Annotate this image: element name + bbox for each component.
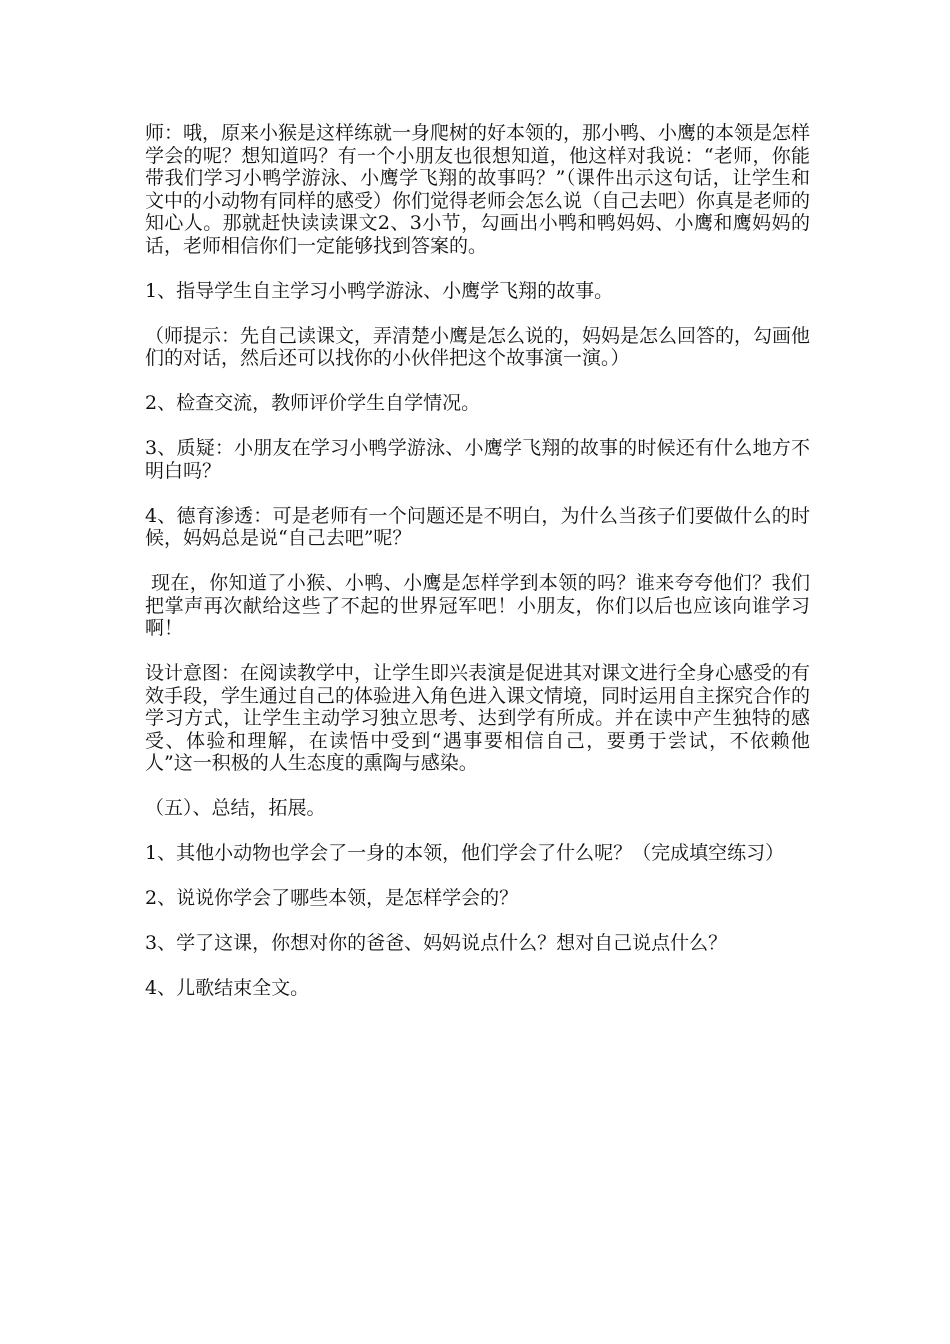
paragraph-extension-1: 1、其他小动物也学会了一身的本领，他们学会了什么呢？（完成填空练习） (145, 842, 785, 864)
paragraph-extension-3: 3、学了这课，你想对你的爸爸、妈妈说点什么？想对自己说点什么？ (145, 932, 728, 954)
section-heading-summary: （五）、总结，拓展。 (145, 797, 326, 819)
paragraph-step-3: 3、质疑：小朋友在学习小鸭学游泳、小鹰学飞翔的故事的时候还有什么地方不明白吗？ (145, 437, 810, 482)
paragraph-teacher-intro: 师：哦，原来小猴是这样练就一身爬树的好本领的，那小鸭、小鹰的本领是怎样学会的呢？想知道吗？有一个小朋友也很想知道，他这样对我说：“老师，你能带我们学习小鸭学游泳、小鹰学飞翔的故事吗？”（课件出示这句话，让学生和文中的小动物有同样的感受）你们觉得老师会怎么说（自己去吧）你真是老师的知心人。那就赶快读读课文2、3小节，勾画出小鸭和鸭妈妈、小鹰和鹰妈妈的话，老师相信你们一定能够找到答案的。 (145, 122, 811, 257)
paragraph-step-1: 1、指导学生自主学习小鸭学游泳、小鹰学飞翔的故事。 (145, 279, 614, 302)
paragraph-summary-question: 现在，你知道了小猴、小鸭、小鹰是怎样学到本领的吗？谁来夸夸他们？我们把掌声再次献给这些了不起的世界冠军吧！小朋友，你们以后也应该向谁学习啊！ (145, 572, 810, 639)
document-body (145, 122, 810, 1022)
paragraph-extension-2: 2、说说你学会了哪些本领，是怎样学会的？ (145, 887, 519, 909)
paragraph-step-4: 4、德育渗透：可是老师有一个问题还是不明白，为什么当孩子们要做什么的时候，妈妈总是说“自己去吧”呢？ (145, 504, 810, 549)
paragraph-extension-4: 4、儿歌结束全文。 (145, 977, 310, 999)
paragraph-teacher-hint: （师提示：先自己读课文，弄清楚小鹰是怎么说的，妈妈是怎么回答的，勾画他们的对话，然后还可以找你的小伙伴把这个故事演一演。） (145, 324, 811, 369)
paragraph-step-2: 2、检查交流，教师评价学生自学情况。 (145, 392, 481, 414)
paragraph-design-intent: 设计意图：在阅读教学中，让学生即兴表演是促进其对课文进行全身心感受的有效手段，学生通过自己的体验进入角色进入课文情境，同时运用自主探究合作的学习方式，让学生主动学习独立思考、达到学有所成。并在读中产生独特的感受、体验和理解，在读悟中受到“遇事要相信自己，要勇于尝试，不依赖他人”这一积极的人生态度的熏陶与感染。 (145, 662, 811, 774)
